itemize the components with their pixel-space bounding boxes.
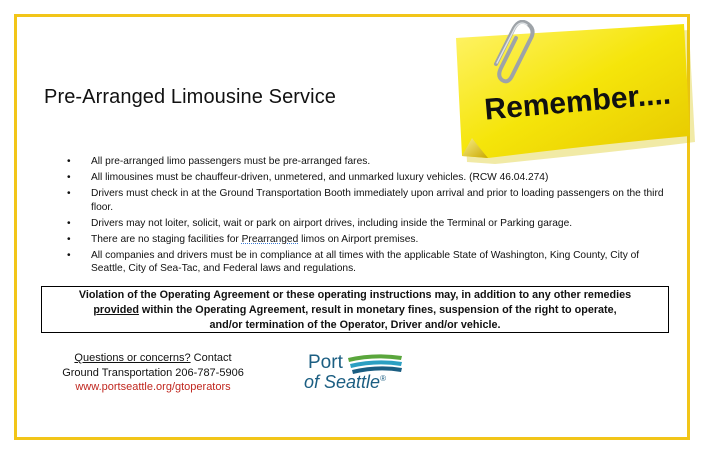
logo-port-text: Port xyxy=(308,352,343,373)
remember-text: Remember.... xyxy=(483,77,673,127)
contact-info xyxy=(58,351,248,395)
website-link[interactable]: www.portseattle.org/gtoperators xyxy=(75,381,231,393)
list-item: • All pre-arranged limo passengers must be pre-arranged fares. xyxy=(67,156,371,167)
list-item: • All limousines must be chauffeur-driven, unmetered, and unmarked luxury vehicles. (RCW 46.04.274) xyxy=(67,172,549,184)
notice-line: provided within the Operating Agreement, result in monetary fines, suspension of the right to operate, xyxy=(93,304,617,316)
list-item: • Drivers may not loiter, solicit, wait or park on airport drives, including inside the Terminal or Parking garage. xyxy=(67,217,573,229)
remember-sticky-note xyxy=(452,20,698,166)
port-of-seattle-logo xyxy=(304,352,414,396)
list-item: • Drivers must check in at the Ground Transportation Booth immediately upon arrival and prior to loading passengers on the third floor. xyxy=(67,188,664,213)
notice-line: and/or termination of the Operator, Driver and/or vehicle. xyxy=(209,319,501,331)
questions-label: Questions or concerns? xyxy=(74,352,191,364)
rules-list xyxy=(65,155,670,279)
phone-line: Ground Transportation 206-787-5906 xyxy=(62,366,244,379)
logo-seattle-text: of Seattle® xyxy=(304,372,386,392)
contact-label: Contact xyxy=(190,352,232,364)
list-item: • There are no staging facilities for Prearranged limos on Airport premises. xyxy=(67,234,419,246)
notice-line: Violation of the Operating Agreement or these operating instructions may, in addition to any other remedies xyxy=(78,289,632,301)
page-title: Pre-Arranged Limousine Service xyxy=(44,86,337,108)
list-item: • All companies and drivers must be in compliance at all times with the applicable State of Washington, King County, City of Seattle, City of Sea-Tac, and Federal laws and regulations. xyxy=(67,250,640,275)
violation-notice xyxy=(41,286,669,333)
